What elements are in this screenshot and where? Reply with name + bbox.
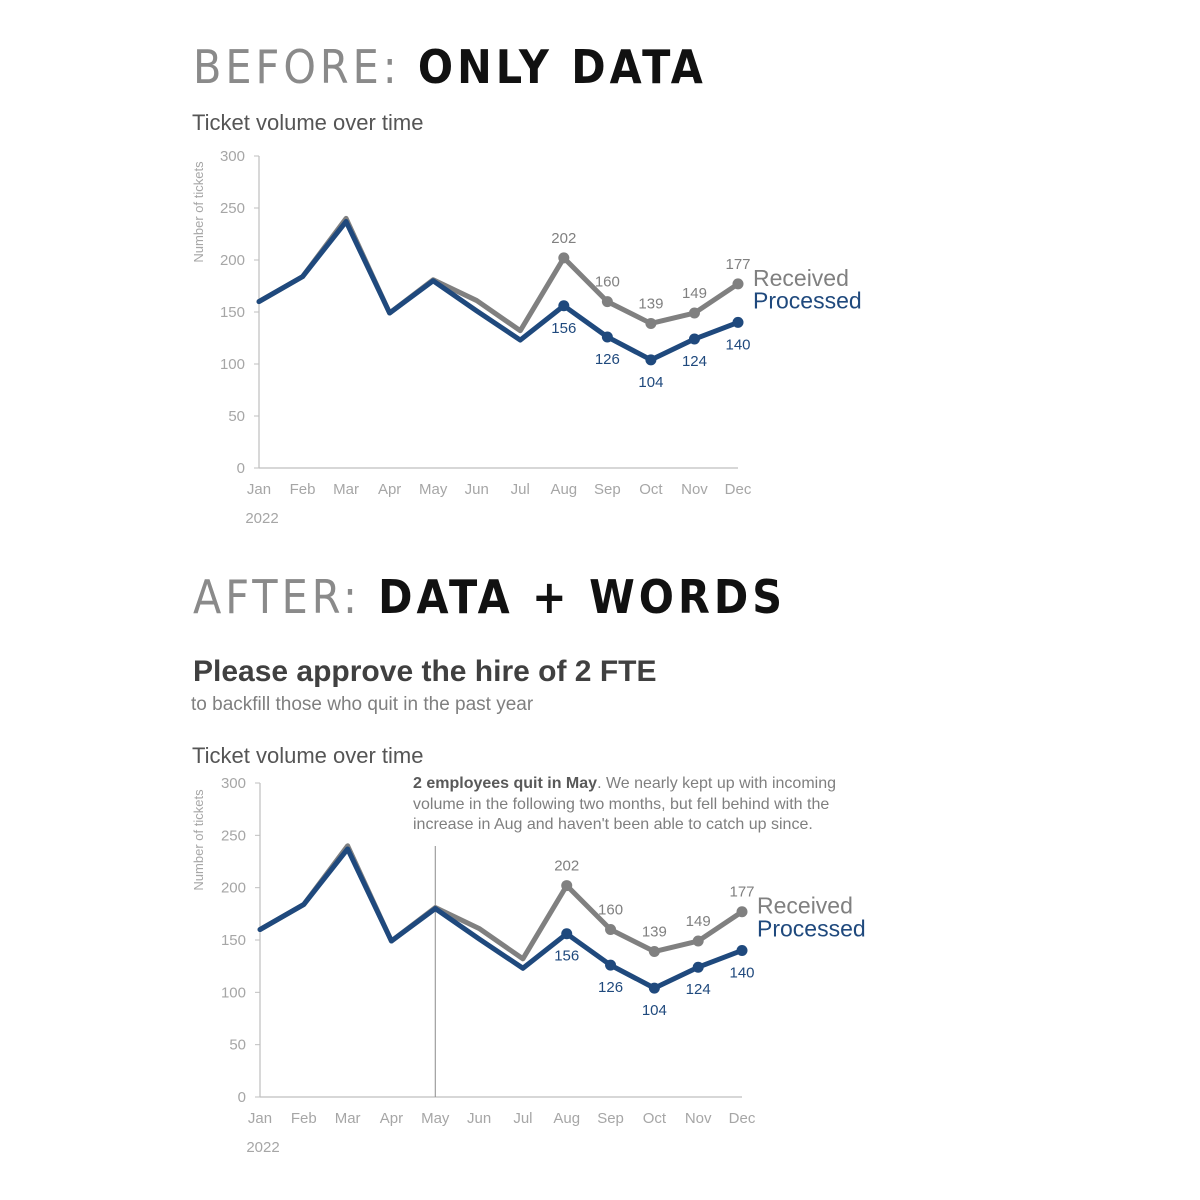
y-tick-label: 300 <box>220 775 246 792</box>
data-label-received: 139 <box>638 295 664 313</box>
data-label-processed: 104 <box>638 373 664 391</box>
data-point-received <box>645 318 656 329</box>
data-point-received <box>649 946 660 957</box>
y-tick-label: 50 <box>228 408 245 425</box>
data-point-processed <box>737 945 748 956</box>
before-chart <box>0 145 1200 545</box>
data-point-received <box>561 880 572 891</box>
x-tick-label: Dec <box>728 1110 756 1127</box>
data-label-processed: 124 <box>685 981 711 999</box>
y-tick-label: 200 <box>219 252 245 269</box>
data-point-processed <box>558 300 569 311</box>
data-label-processed: 140 <box>725 336 751 354</box>
series-line-received <box>259 218 738 330</box>
series-legend-label-processed: Processed <box>757 915 866 942</box>
x-tick-label: Nov <box>684 1110 712 1127</box>
x-tick-label: Sep <box>597 1110 624 1127</box>
data-point-received <box>689 308 700 319</box>
x-tick-label: Jan <box>247 1110 273 1127</box>
data-label-processed: 140 <box>729 964 755 982</box>
data-label-received: 149 <box>685 913 711 931</box>
after-heading <box>193 570 787 624</box>
after-chart-title: Ticket volume over time <box>192 743 424 768</box>
x-tick-label: Mar <box>333 481 360 498</box>
after-heading-prefix: AFTER: <box>193 570 361 624</box>
y-tick-label: 200 <box>220 879 246 897</box>
series-legend-label-received: Received <box>757 892 853 919</box>
data-point-received <box>605 924 616 935</box>
x-tick-label: Sep <box>594 481 621 498</box>
data-label-received: 160 <box>598 901 624 919</box>
y-tick-label: 100 <box>220 984 246 1002</box>
y-tick-label: 300 <box>219 148 245 165</box>
data-label-processed: 124 <box>681 353 707 371</box>
data-label-processed: 126 <box>598 979 624 997</box>
data-point-processed <box>733 317 744 328</box>
data-point-processed <box>689 334 700 345</box>
series-legend-label-received: Received <box>753 264 849 291</box>
data-label-processed: 156 <box>551 319 577 337</box>
x-tick-label: May <box>421 1110 450 1127</box>
data-point-processed <box>693 962 704 973</box>
data-label-received: 139 <box>641 923 667 941</box>
data-point-processed <box>605 960 616 971</box>
x-tick-label: Oct <box>642 1110 667 1127</box>
before-heading <box>193 40 707 94</box>
x-tick-label: Aug <box>553 1110 581 1127</box>
y-tick-label: 150 <box>220 932 246 949</box>
data-point-received <box>602 296 613 307</box>
data-point-received <box>733 278 744 289</box>
data-point-received <box>558 252 569 263</box>
y-tick-label: 250 <box>220 827 246 845</box>
data-label-processed: 104 <box>641 1002 667 1020</box>
data-point-processed <box>561 928 572 939</box>
data-label-received: 149 <box>681 285 707 303</box>
x-tick-label: Apr <box>379 1110 404 1127</box>
x-tick-label: Jul <box>510 481 530 498</box>
data-point-received <box>693 936 704 947</box>
x-tick-label: Mar <box>334 1110 361 1127</box>
series-line-processed <box>260 849 742 988</box>
y-axis-title: Number of tickets <box>191 789 206 891</box>
y-tick-label: 50 <box>229 1036 246 1054</box>
after-annotation-bold: 2 employees quit in May <box>413 775 598 792</box>
x-tick-label: Jun <box>466 1110 492 1127</box>
after-subheadline: to backfill those who quit in the past year <box>191 694 534 715</box>
series-legend-label-processed: Processed <box>753 287 862 314</box>
y-tick-label: 100 <box>219 356 245 373</box>
y-tick-label: 250 <box>219 200 245 217</box>
y-tick-label: 150 <box>219 304 245 321</box>
after-heading-main: DATA + WORDS <box>378 570 787 624</box>
data-point-processed <box>602 331 613 342</box>
x-tick-label: Apr <box>377 481 402 498</box>
x-tick-label: Feb <box>289 481 316 498</box>
data-label-processed: 156 <box>554 947 580 965</box>
after-annotation-rest: . We nearly kept up with incoming volume in the following two months, but fell behind with the increase in Aug and haven't been able to catch up since. <box>413 775 836 833</box>
before-chart-title: Ticket volume over time <box>192 110 424 135</box>
x-tick-label: Aug <box>550 481 578 498</box>
x-tick-label: Jan <box>246 481 272 498</box>
series-line-processed <box>259 222 738 360</box>
before-heading-prefix: BEFORE: <box>193 40 401 94</box>
y-tick-label: 0 <box>237 1089 246 1106</box>
x-tick-label: Jul <box>513 1110 533 1127</box>
data-label-processed: 126 <box>594 350 620 368</box>
data-label-received: 177 <box>729 883 755 901</box>
data-point-processed <box>645 354 656 365</box>
x-axis-year-label: 2022 <box>245 510 279 527</box>
before-heading-main: ONLY DATA <box>417 40 707 94</box>
y-tick-label: 0 <box>236 460 245 477</box>
x-tick-label: Jun <box>464 481 489 498</box>
data-point-processed <box>649 983 660 994</box>
data-label-received: 202 <box>551 229 577 247</box>
data-label-received: 202 <box>554 857 580 875</box>
data-label-received: 177 <box>725 255 751 273</box>
x-axis-year-label: 2022 <box>246 1139 280 1156</box>
x-tick-label: Feb <box>290 1110 317 1127</box>
y-axis-title: Number of tickets <box>191 161 206 263</box>
data-label-received: 160 <box>594 273 620 291</box>
after-headline: Please approve the hire of 2 FTE <box>193 655 657 688</box>
x-tick-label: May <box>419 481 448 498</box>
x-tick-label: Nov <box>681 481 708 498</box>
x-tick-label: Dec <box>724 481 752 498</box>
series-line-received <box>260 846 742 959</box>
data-point-received <box>737 906 748 917</box>
x-tick-label: Oct <box>639 481 663 498</box>
after-chart <box>0 770 1200 1170</box>
